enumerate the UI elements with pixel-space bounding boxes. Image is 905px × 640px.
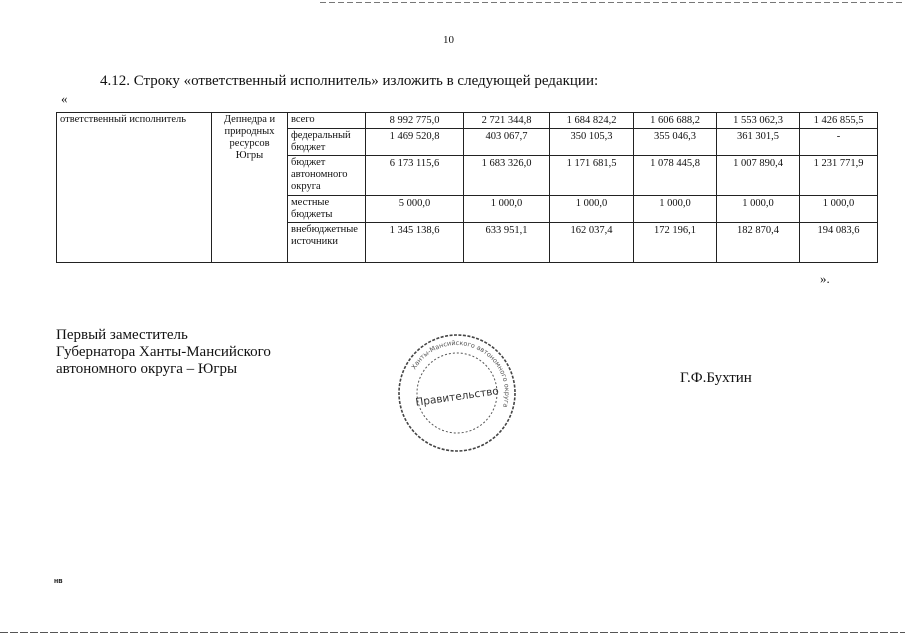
value-cell: 194 083,6 [800, 223, 878, 263]
signatory-title [56, 327, 271, 378]
value-cell: 1 231 771,9 [800, 156, 878, 196]
scan-artifact-bottom [0, 632, 905, 633]
value-cell: 1 000,0 [464, 196, 550, 223]
table-row [57, 113, 878, 129]
value-cell: 355 046,3 [634, 129, 717, 156]
value-cell: 1 345 138,6 [366, 223, 464, 263]
scan-artifact-top [320, 2, 905, 3]
source-cell: всего [288, 113, 366, 129]
source-cell: федеральный бюджет [288, 129, 366, 156]
value-cell: 1 000,0 [550, 196, 634, 223]
value-cell: 1 000,0 [800, 196, 878, 223]
official-seal [394, 330, 520, 456]
value-cell: 633 951,1 [464, 223, 550, 263]
value-cell: 1 426 855,5 [800, 113, 878, 129]
source-cell: бюджет автономного округа [288, 156, 366, 196]
value-cell: 1 469 520,8 [366, 129, 464, 156]
signatory-title-line: Первый заместитель [56, 327, 188, 343]
seal-center-text: Правительство [414, 385, 500, 409]
value-cell: 1 000,0 [717, 196, 800, 223]
value-cell: 1 000,0 [634, 196, 717, 223]
open-quote: « [61, 91, 68, 106]
value-cell: 6 173 115,6 [366, 156, 464, 196]
value-cell: 1 606 688,2 [634, 113, 717, 129]
value-cell: 1 553 062,3 [717, 113, 800, 129]
value-cell: 1 007 890,4 [717, 156, 800, 196]
value-cell: 361 301,5 [717, 129, 800, 156]
value-cell: 172 196,1 [634, 223, 717, 263]
page-number: 10 [443, 34, 454, 46]
value-cell: 1 171 681,5 [550, 156, 634, 196]
close-quote: ». [820, 271, 830, 286]
amendment-heading: 4.12. Строку «ответственный исполнитель» изложить в следующей редакции: [100, 73, 599, 89]
seal-ring-text: Ханты-Мансийского автономного округа [409, 338, 512, 409]
agency-cell: Депнедра и природных ресурсов Югры [212, 113, 288, 263]
value-cell: 162 037,4 [550, 223, 634, 263]
source-cell: местные бюджеты [288, 196, 366, 223]
source-cell: внебюджетные источники [288, 223, 366, 263]
value-cell: 1 684 824,2 [550, 113, 634, 129]
signatory-title-line: автономного округа – Югры [56, 361, 238, 377]
value-cell: 5 000,0 [366, 196, 464, 223]
signer-name: Г.Ф.Бухтин [680, 370, 752, 386]
value-cell: 1 078 445,8 [634, 156, 717, 196]
value-cell: 1 683 326,0 [464, 156, 550, 196]
value-cell: 182 870,4 [717, 223, 800, 263]
value-cell: 8 992 775,0 [366, 113, 464, 129]
funding-table [56, 112, 878, 263]
responsible-executor-cell: ответственный исполнитель [57, 113, 212, 263]
footer-mark: нв [54, 578, 63, 585]
signatory-title-line: Губернатора Ханты-Мансийского [56, 344, 271, 360]
value-cell: - [800, 129, 878, 156]
value-cell: 2 721 344,8 [464, 113, 550, 129]
value-cell: 403 067,7 [464, 129, 550, 156]
value-cell: 350 105,3 [550, 129, 634, 156]
